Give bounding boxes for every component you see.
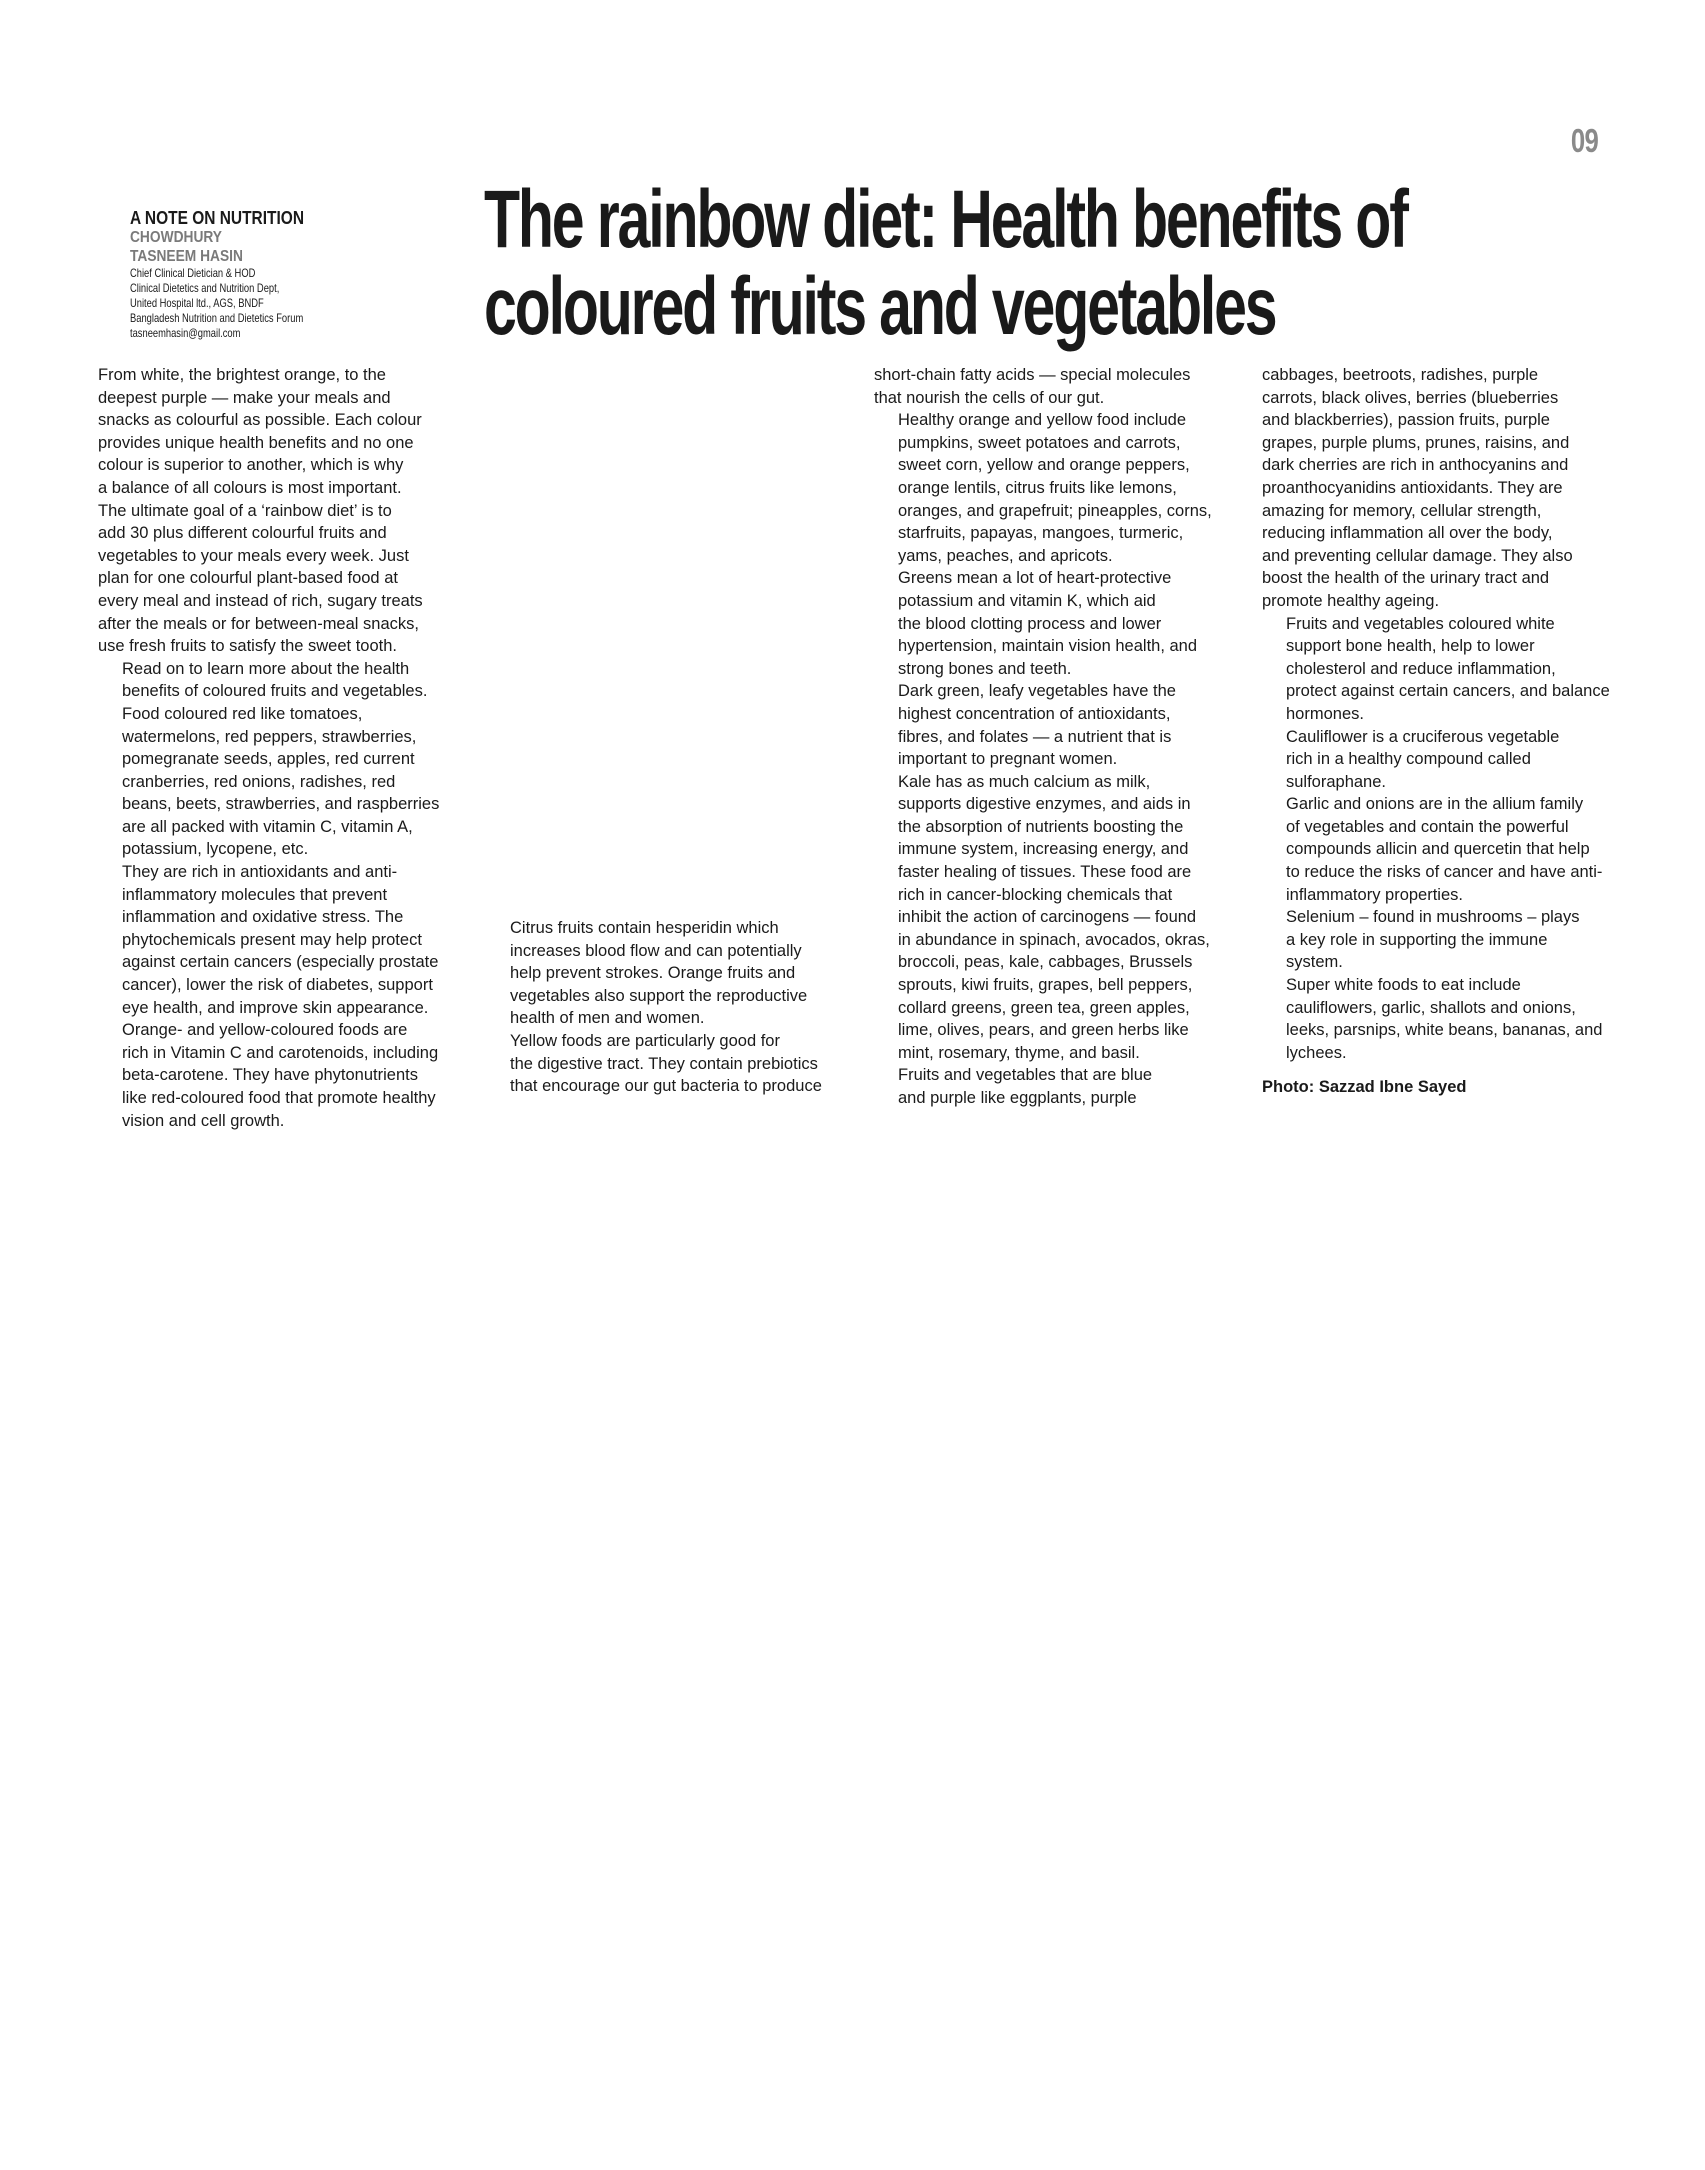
text-line: Garlic and onions are in the allium family: [1286, 795, 1584, 814]
text-line: a balance of all colours is most important.: [98, 478, 402, 497]
text-line: and purple like eggplants, purple: [898, 1089, 1137, 1107]
text-line: vegetables also support the reproductive: [510, 986, 808, 1005]
text-line: are all packed with vitamin C, vitamin A,: [122, 817, 413, 836]
text-line: The ultimate goal of a ‘rainbow diet’ is to: [98, 501, 392, 520]
text-line: watermelons, red peppers, strawberries,: [122, 727, 417, 746]
text-line: plan for one colourful plant-based food at: [98, 569, 398, 588]
article-paragraph: [874, 1064, 1244, 1109]
text-line: inflammation and oxidative stress. The: [122, 908, 404, 927]
text-line: inhibit the action of carcinogens — found: [898, 908, 1197, 927]
text-line: important to pregnant women.: [898, 750, 1118, 769]
article-paragraph: [1262, 906, 1632, 974]
text-line: faster healing of tissues. These food are: [898, 863, 1192, 882]
text-line: sweet corn, yellow and orange peppers,: [898, 456, 1190, 475]
text-line: deepest purple — make your meals and: [98, 388, 391, 407]
article-paragraph: [874, 771, 1244, 1065]
text-line: sprouts, kiwi fruits, grapes, bell peppers,: [898, 976, 1193, 995]
article-paragraph: [1262, 793, 1632, 906]
text-line: inflammatory properties.: [1286, 885, 1463, 904]
article-column-1: [98, 364, 468, 1132]
text-line: From white, the brightest orange, to the: [98, 366, 386, 384]
article-headline: [484, 176, 1564, 350]
text-line: leeks, parsnips, white beans, bananas, and: [1286, 1021, 1603, 1040]
text-line: oranges, and grapefruit; pineapples, corns,: [898, 501, 1212, 520]
text-line: immune system, increasing energy, and: [898, 840, 1189, 859]
author-forum: Bangladesh Nutrition and Dietetics Forum: [130, 311, 304, 325]
text-line: fibres, and folates — a nutrient that is: [898, 727, 1172, 746]
article-paragraph: [486, 917, 856, 1030]
text-line: hypertension, maintain vision health, and: [898, 637, 1198, 656]
text-line: after the meals or for between-meal snacks,: [98, 614, 419, 633]
text-line: Dark green, leafy vegetables have the: [898, 682, 1176, 701]
text-line: Greens mean a lot of heart-protective: [898, 569, 1172, 588]
text-line: beta-carotene. They have phytonutrients: [122, 1066, 418, 1085]
text-line: broccoli, peas, kale, cabbages, Brussels: [898, 953, 1193, 972]
text-line: Yellow foods are particularly good for: [510, 1031, 780, 1050]
text-line: lychees.: [1286, 1043, 1347, 1062]
text-line: vision and cell growth.: [122, 1111, 285, 1130]
text-line: dark cherries are rich in anthocyanins and: [1262, 456, 1569, 475]
text-line: Read on to learn more about the health: [122, 659, 410, 678]
text-line: Selenium – found in mushrooms – plays: [1286, 908, 1580, 927]
text-line: system.: [1286, 953, 1343, 972]
text-line: provides unique health benefits and no one: [98, 433, 414, 452]
author-role: Chief Clinical Dietician & HOD: [130, 266, 256, 280]
text-line: increases blood flow and can potentially: [510, 941, 802, 960]
text-line: orange lentils, citrus fruits like lemons,: [898, 478, 1177, 497]
article-paragraph: [1262, 364, 1632, 613]
text-line: that nourish the cells of our gut.: [874, 388, 1105, 407]
text-line: phytochemicals present may help protect: [122, 930, 422, 949]
text-line: cancer), lower the risk of diabetes, support: [122, 976, 433, 995]
text-line: that encourage our gut bacteria to produce: [510, 1077, 822, 1096]
text-line: boost the health of the urinary tract and: [1262, 569, 1550, 588]
text-line: like red-coloured food that promote healthy: [122, 1089, 436, 1107]
photo-credit: Photo: Sazzad Ibne Sayed: [1262, 1078, 1467, 1097]
text-line: cranberries, red onions, radishes, red: [122, 772, 396, 791]
headline-line2: coloured fruits and vegetables: [484, 261, 1276, 352]
article-paragraph: [1262, 726, 1632, 794]
text-line: support bone health, help to lower: [1286, 637, 1535, 656]
text-line: protect against certain cancers, and balance: [1286, 682, 1610, 701]
text-line: cabbages, beetroots, radishes, purple: [1262, 366, 1539, 384]
text-line: eye health, and improve skin appearance.: [122, 998, 429, 1017]
author-name-line1: CHOWDHURY: [130, 229, 222, 246]
text-line: use fresh fruits to satisfy the sweet tooth.: [98, 637, 397, 656]
text-line: the blood clotting process and lower: [898, 614, 1162, 633]
text-line: Kale has as much calcium as milk,: [898, 772, 1151, 791]
text-line: Food coloured red like tomatoes,: [122, 704, 363, 723]
text-line: amazing for memory, cellular strength,: [1262, 501, 1542, 520]
article-paragraph: [98, 703, 468, 861]
text-line: beans, beets, strawberries, and raspberries: [122, 795, 440, 814]
article-paragraph: [1262, 613, 1632, 726]
text-line: inflammatory molecules that prevent: [122, 885, 388, 904]
text-line: pumpkins, sweet potatoes and carrots,: [898, 433, 1181, 452]
text-line: against certain cancers (especially prostate: [122, 953, 439, 972]
text-line: potassium and vitamin K, which aid: [898, 591, 1156, 610]
author-email: tasneemhasin@gmail.com: [130, 326, 241, 340]
article-paragraph: [874, 680, 1244, 770]
author-name-line2: TASNEEM HASIN: [130, 248, 243, 265]
author-hospital: United Hospital ltd., AGS, BNDF: [130, 296, 264, 310]
text-line: every meal and instead of rich, sugary treats: [98, 591, 423, 610]
article-paragraph: [874, 409, 1244, 567]
text-line: promote healthy ageing.: [1262, 591, 1440, 610]
text-line: They are rich in antioxidants and anti-: [122, 863, 398, 882]
text-line: in abundance in spinach, avocados, okras,: [898, 930, 1210, 949]
text-line: strong bones and teeth.: [898, 659, 1072, 678]
text-line: sulforaphane.: [1286, 772, 1386, 791]
text-line: vegetables to your meals every week. Just: [98, 546, 409, 565]
text-line: grapes, purple plums, prunes, raisins, and: [1262, 433, 1570, 452]
article-column-3: [874, 364, 1244, 1110]
text-line: benefits of coloured fruits and vegetables.: [122, 682, 428, 701]
text-line: lime, olives, pears, and green herbs like: [898, 1021, 1189, 1040]
article-column-4-body: [1262, 364, 1632, 1064]
article-paragraph: [874, 567, 1244, 680]
text-line: Healthy orange and yellow food include: [898, 411, 1187, 430]
text-line: potassium, lycopene, etc.: [122, 840, 309, 859]
column-kicker: A NOTE ON NUTRITION: [130, 208, 305, 228]
text-line: Fruits and vegetables that are blue: [898, 1066, 1153, 1085]
text-line: compounds allicin and quercetin that help: [1286, 840, 1590, 859]
text-line: add 30 plus different colourful fruits and: [98, 524, 387, 543]
text-line: carrots, black olives, berries (blueberries: [1262, 388, 1559, 407]
text-line: yams, peaches, and apricots.: [898, 546, 1113, 565]
article-column-4: [1262, 364, 1632, 1099]
text-line: and blackberries), passion fruits, purple: [1262, 411, 1550, 430]
text-line: Orange- and yellow-coloured foods are: [122, 1021, 408, 1040]
text-line: highest concentration of antioxidants,: [898, 704, 1171, 723]
text-line: snacks as colourful as possible. Each colour: [98, 411, 422, 430]
text-line: Citrus fruits contain hesperidin which: [510, 919, 779, 937]
text-line: health of men and women.: [510, 1009, 705, 1028]
article-paragraph: [98, 861, 468, 1019]
headline-line1: The rainbow diet: Health benefits of: [484, 174, 1407, 265]
text-line: Cauliflower is a cruciferous vegetable: [1286, 727, 1560, 746]
text-line: Super white foods to eat include: [1286, 976, 1521, 995]
text-line: Fruits and vegetables coloured white: [1286, 614, 1555, 633]
text-line: to reduce the risks of cancer and have anti-: [1286, 863, 1603, 882]
byline: [130, 208, 450, 341]
text-line: and preventing cellular damage. They also: [1262, 546, 1573, 565]
text-line: cholesterol and reduce inflammation,: [1286, 659, 1556, 678]
text-line: short-chain fatty acids — special molecules: [874, 366, 1191, 384]
text-line: reducing inflammation all over the body,: [1262, 524, 1553, 543]
text-line: the digestive tract. They contain prebiotics: [510, 1054, 818, 1073]
text-line: proanthocyanidins antioxidants. They are: [1262, 478, 1563, 497]
author-department: Clinical Dietetics and Nutrition Dept,: [130, 281, 280, 295]
text-line: cauliflowers, garlic, shallots and onions,: [1286, 998, 1576, 1017]
article-paragraph: [1262, 974, 1632, 1064]
article-paragraph: [98, 1019, 468, 1132]
page-number: 09: [1570, 122, 1598, 159]
article-paragraph: [486, 1030, 856, 1098]
text-line: a key role in supporting the immune: [1286, 930, 1548, 949]
article-column-2: [486, 917, 856, 1098]
text-line: collard greens, green tea, green apples,: [898, 998, 1190, 1017]
text-line: hormones.: [1286, 704, 1364, 723]
text-line: mint, rosemary, thyme, and basil.: [898, 1043, 1140, 1062]
text-line: rich in Vitamin C and carotenoids, including: [122, 1043, 439, 1062]
article-paragraph: [874, 364, 1244, 409]
article-paragraph: [98, 364, 468, 658]
text-line: rich in a healthy compound called: [1286, 750, 1531, 769]
text-line: starfruits, papayas, mangoes, turmeric,: [898, 524, 1184, 543]
text-line: pomegranate seeds, apples, red current: [122, 750, 415, 769]
text-line: help prevent strokes. Orange fruits and: [510, 964, 796, 983]
text-line: supports digestive enzymes, and aids in: [898, 795, 1191, 814]
article-paragraph: [98, 658, 468, 703]
text-line: colour is superior to another, which is why: [98, 456, 404, 475]
text-line: rich in cancer-blocking chemicals that: [898, 885, 1173, 904]
text-line: of vegetables and contain the powerful: [1286, 817, 1569, 836]
text-line: the absorption of nutrients boosting the: [898, 817, 1184, 836]
